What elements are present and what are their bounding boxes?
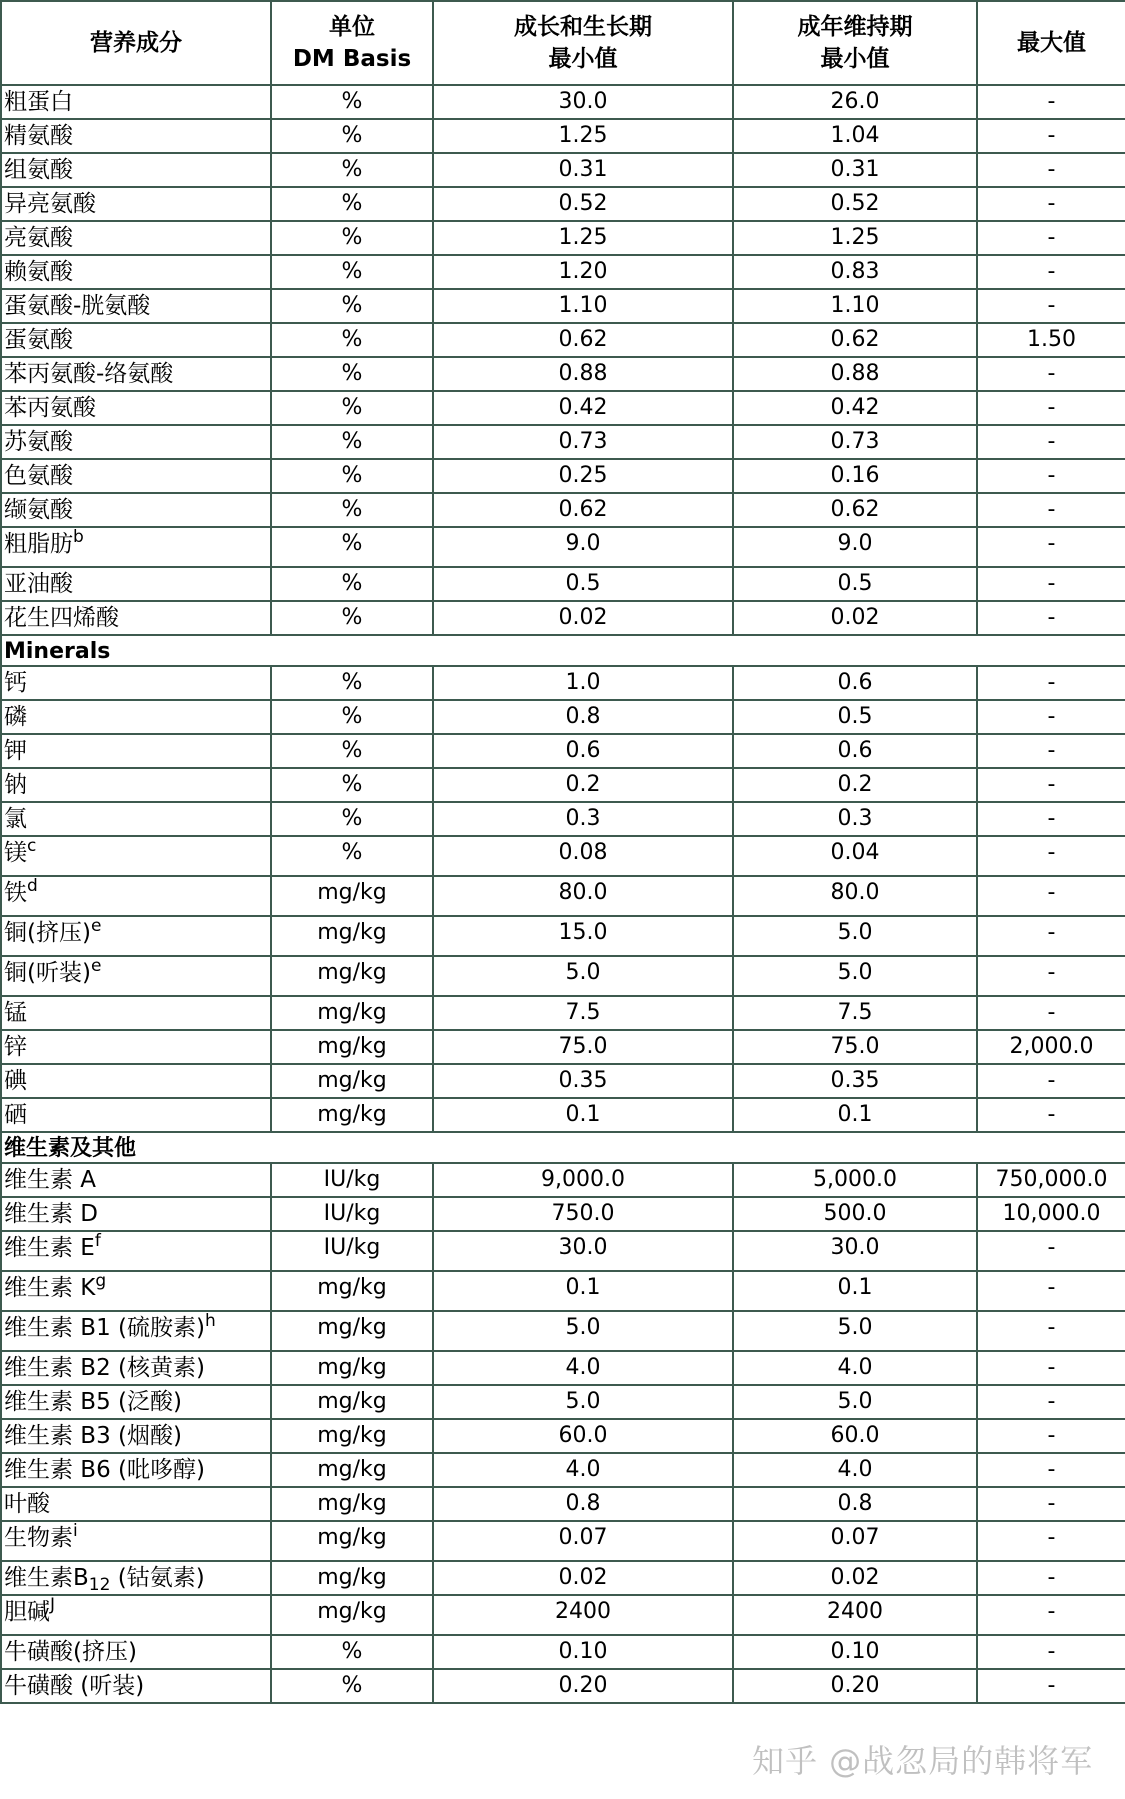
table-row [1,1385,1125,1419]
growth-min-cell: 0.5 [433,567,733,601]
unit-cell: mg/kg [271,1561,433,1595]
max-cell: - [977,1419,1125,1453]
growth-min-cell: 4.0 [433,1453,733,1487]
table-row [1,876,1125,916]
header-unit: 单位 DM Basis [271,1,433,85]
watermark: 知乎 @战忽局的韩将军 [752,1742,1094,1780]
adult-min-cell: 0.52 [733,187,977,221]
growth-min-cell: 5.0 [433,1385,733,1419]
max-cell: - [977,1064,1125,1098]
growth-min-cell: 1.25 [433,119,733,153]
nutrient-name: 钾 [1,734,271,768]
adult-min-cell: 0.8 [733,1487,977,1521]
max-cell: - [977,357,1125,391]
growth-min-cell: 15.0 [433,916,733,956]
nutrient-name: 苯丙氨酸 [1,391,271,425]
nutrient-name: 牛磺酸(挤压) [1,1635,271,1669]
section-row [1,635,1125,666]
nutrient-name: 维生素 B2 (核黄素) [1,1351,271,1385]
max-cell: - [977,567,1125,601]
nutrient-name: 维生素 B5 (泛酸) [1,1385,271,1419]
adult-min-cell: 0.62 [733,493,977,527]
growth-min-cell: 0.31 [433,153,733,187]
adult-min-cell: 4.0 [733,1351,977,1385]
growth-min-cell: 80.0 [433,876,733,916]
growth-min-cell: 0.35 [433,1064,733,1098]
adult-min-cell: 0.2 [733,768,977,802]
unit-cell: mg/kg [271,1064,433,1098]
unit-cell: % [271,1669,433,1703]
unit-cell: % [271,425,433,459]
table-row [1,119,1125,153]
adult-min-cell: 0.10 [733,1635,977,1669]
unit-cell: % [271,289,433,323]
nutrient-name: 缬氨酸 [1,493,271,527]
growth-min-cell: 7.5 [433,996,733,1030]
unit-cell: % [271,391,433,425]
adult-min-cell: 0.02 [733,1561,977,1595]
table-row [1,425,1125,459]
adult-min-cell: 5.0 [733,916,977,956]
unit-cell: % [271,153,433,187]
table-row [1,996,1125,1030]
nutrient-name: 维生素 A [1,1163,271,1197]
growth-min-cell: 0.07 [433,1521,733,1561]
growth-min-cell: 30.0 [433,85,733,119]
section-row [1,1132,1125,1163]
growth-min-cell: 0.02 [433,1561,733,1595]
nutrient-name: 蛋氨酸-胱氨酸 [1,289,271,323]
max-cell: 10,000.0 [977,1197,1125,1231]
unit-cell: IU/kg [271,1197,433,1231]
max-cell: - [977,1595,1125,1635]
max-cell: - [977,734,1125,768]
nutrient-name: 生物素$^i$ [1,1521,271,1561]
growth-min-cell: 5.0 [433,956,733,996]
table-row [1,1098,1125,1132]
unit-cell: mg/kg [271,876,433,916]
nutrient-name: 叶酸 [1,1487,271,1521]
max-cell: - [977,1385,1125,1419]
table-row [1,85,1125,119]
growth-min-cell: 0.3 [433,802,733,836]
max-cell: 2,000.0 [977,1030,1125,1064]
adult-min-cell: 0.35 [733,1064,977,1098]
nutrient-name: 维生素 D [1,1197,271,1231]
max-cell: - [977,700,1125,734]
nutrient-name: 锰 [1,996,271,1030]
adult-min-cell: 0.62 [733,323,977,357]
footnote-marker: J [50,1595,56,1615]
adult-min-cell: 0.42 [733,391,977,425]
adult-min-cell: 500.0 [733,1197,977,1231]
unit-cell: % [271,255,433,289]
table-row [1,1064,1125,1098]
nutrient-name: 铜(挤压)$^e$ [1,916,271,956]
table-row [1,1453,1125,1487]
unit-cell: % [271,221,433,255]
nutrient-name: 粗蛋白 [1,85,271,119]
unit-cell: % [271,666,433,700]
adult-min-cell: 0.1 [733,1271,977,1311]
table-row [1,1487,1125,1521]
max-cell: - [977,1635,1125,1669]
growth-min-cell: 0.20 [433,1669,733,1703]
table-row [1,768,1125,802]
adult-min-cell: 5.0 [733,956,977,996]
adult-min-cell: 0.16 [733,459,977,493]
adult-min-cell: 1.10 [733,289,977,323]
unit-cell: % [271,601,433,635]
adult-min-cell: 4.0 [733,1453,977,1487]
footnote-marker: g [95,1271,107,1291]
growth-min-cell: 0.1 [433,1098,733,1132]
unit-cell: mg/kg [271,956,433,996]
nutrient-name: 亚油酸 [1,567,271,601]
adult-min-cell: 0.6 [733,666,977,700]
growth-min-cell: 0.25 [433,459,733,493]
unit-cell: mg/kg [271,1487,433,1521]
unit-cell: mg/kg [271,1521,433,1561]
nutrient-name: 维生素 B1 (硫胺素)$^h$ [1,1311,271,1351]
nutrient-name: 氯 [1,802,271,836]
max-cell: - [977,255,1125,289]
adult-min-cell: 75.0 [733,1030,977,1064]
growth-min-cell: 0.02 [433,601,733,635]
growth-min-cell: 0.62 [433,493,733,527]
nutrient-name: 异亮氨酸 [1,187,271,221]
adult-min-cell: 0.73 [733,425,977,459]
max-cell: - [977,119,1125,153]
header-nutrient: 营养成分 [1,1,271,85]
table-row [1,700,1125,734]
nutrient-name: 色氨酸 [1,459,271,493]
growth-min-cell: 9.0 [433,527,733,567]
table-row [1,567,1125,601]
growth-min-cell: 1.10 [433,289,733,323]
adult-min-cell: 26.0 [733,85,977,119]
subscript: 12 [88,1575,111,1595]
nutrient-name: 维生素 B3 (烟酸) [1,1419,271,1453]
max-cell: - [977,1453,1125,1487]
unit-cell: % [271,802,433,836]
adult-min-cell: 9.0 [733,527,977,567]
unit-cell: mg/kg [271,1271,433,1311]
table-row [1,1231,1125,1271]
table-row [1,734,1125,768]
unit-cell: mg/kg [271,1098,433,1132]
table-row [1,1163,1125,1197]
nutrient-name: 镁$^c$ [1,836,271,876]
max-cell: - [977,1351,1125,1385]
nutrient-name: 胆碱$^J$ [1,1595,271,1635]
adult-min-cell: 0.3 [733,802,977,836]
growth-min-cell: 0.88 [433,357,733,391]
nutrient-name: 碘 [1,1064,271,1098]
unit-cell: % [271,567,433,601]
nutrient-name: 铜(听装)$^e$ [1,956,271,996]
max-cell: - [977,1669,1125,1703]
growth-min-cell: 0.10 [433,1635,733,1669]
unit-cell: mg/kg [271,916,433,956]
unit-cell: % [271,357,433,391]
nutrient-name: 亮氨酸 [1,221,271,255]
max-cell: 1.50 [977,323,1125,357]
nutrient-name: 花生四烯酸 [1,601,271,635]
adult-min-cell: 0.6 [733,734,977,768]
unit-cell: mg/kg [271,1351,433,1385]
adult-min-cell: 0.31 [733,153,977,187]
table-row [1,601,1125,635]
nutrient-name: 牛磺酸 (听装) [1,1669,271,1703]
growth-min-cell: 75.0 [433,1030,733,1064]
nutrient-name: 精氨酸 [1,119,271,153]
nutrient-name: 苏氨酸 [1,425,271,459]
unit-cell: mg/kg [271,1030,433,1064]
max-cell: - [977,391,1125,425]
nutrient-name: 硒 [1,1098,271,1132]
max-cell: - [977,601,1125,635]
header-adult-min: 成年维持期 最小值 [733,1,977,85]
nutrient-name: 维生素$B_{12}$ (钴氨素) [1,1561,271,1595]
unit-cell: mg/kg [271,1419,433,1453]
table-row [1,255,1125,289]
footnote-marker: i [73,1521,78,1541]
unit-cell: % [271,85,433,119]
growth-min-cell: 9,000.0 [433,1163,733,1197]
growth-min-cell: 2400 [433,1595,733,1635]
unit-cell: % [271,700,433,734]
max-cell: - [977,459,1125,493]
unit-cell: % [271,734,433,768]
unit-cell: % [271,323,433,357]
unit-cell: % [271,119,433,153]
max-cell: - [977,1231,1125,1271]
growth-min-cell: 1.25 [433,221,733,255]
table-row [1,1635,1125,1669]
table-row [1,1030,1125,1064]
table-row [1,1521,1125,1561]
growth-min-cell: 4.0 [433,1351,733,1385]
header-max: 最大值 [977,1,1125,85]
footnote-marker: f [94,1231,101,1251]
adult-min-cell: 80.0 [733,876,977,916]
unit-cell: mg/kg [271,1385,433,1419]
header-growth-min: 成长和生长期 最小值 [433,1,733,85]
adult-min-cell: 0.88 [733,357,977,391]
max-cell: - [977,1271,1125,1311]
adult-min-cell: 1.25 [733,221,977,255]
max-cell: - [977,1521,1125,1561]
section-title: Minerals [1,635,1125,666]
adult-min-cell: 0.5 [733,567,977,601]
table-row [1,289,1125,323]
max-cell: - [977,85,1125,119]
adult-min-cell: 0.07 [733,1521,977,1561]
nutrient-name: 铁$^d$ [1,876,271,916]
table-row [1,666,1125,700]
growth-min-cell: 0.08 [433,836,733,876]
adult-min-cell: 5.0 [733,1385,977,1419]
max-cell: - [977,425,1125,459]
adult-min-cell: 30.0 [733,1231,977,1271]
max-cell: 750,000.0 [977,1163,1125,1197]
growth-min-cell: 60.0 [433,1419,733,1453]
nutrient-name: 赖氨酸 [1,255,271,289]
unit-cell: mg/kg [271,1595,433,1635]
table-row [1,221,1125,255]
nutrient-name: 维生素 B6 (吡哆醇) [1,1453,271,1487]
max-cell: - [977,876,1125,916]
max-cell: - [977,527,1125,567]
max-cell: - [977,916,1125,956]
max-cell: - [977,996,1125,1030]
adult-min-cell: 0.5 [733,700,977,734]
table-row [1,1419,1125,1453]
header-row [1,1,1125,85]
growth-min-cell: 0.42 [433,391,733,425]
table-row [1,836,1125,876]
table-row [1,1561,1125,1595]
max-cell: - [977,153,1125,187]
adult-min-cell: 5,000.0 [733,1163,977,1197]
growth-min-cell: 5.0 [433,1311,733,1351]
max-cell: - [977,1098,1125,1132]
table-row [1,1271,1125,1311]
growth-min-cell: 0.52 [433,187,733,221]
adult-min-cell: 2400 [733,1595,977,1635]
table-row [1,1351,1125,1385]
max-cell: - [977,1311,1125,1351]
adult-min-cell: 60.0 [733,1419,977,1453]
footnote-marker: h [204,1311,216,1331]
growth-min-cell: 0.6 [433,734,733,768]
adult-min-cell: 0.02 [733,601,977,635]
max-cell: - [977,956,1125,996]
unit-cell: % [271,1635,433,1669]
nutrient-name: 维生素 $E^f$ [1,1231,271,1271]
table-row [1,1311,1125,1351]
table-row [1,153,1125,187]
table-row [1,802,1125,836]
growth-min-cell: 0.2 [433,768,733,802]
table-row [1,527,1125,567]
section-title: 维生素及其他 [1,1132,1125,1163]
footnote-marker: d [27,876,38,896]
table-row [1,357,1125,391]
nutrient-name: 组氨酸 [1,153,271,187]
unit-cell: mg/kg [271,1311,433,1351]
unit-cell: mg/kg [271,1453,433,1487]
table-row [1,1595,1125,1635]
table-row [1,956,1125,996]
unit-cell: % [271,493,433,527]
nutrient-name: 苯丙氨酸-络氨酸 [1,357,271,391]
unit-cell: mg/kg [271,996,433,1030]
max-cell: - [977,289,1125,323]
max-cell: - [977,666,1125,700]
max-cell: - [977,1561,1125,1595]
nutrient-name: 维生素 $K^g$ [1,1271,271,1311]
nutrient-name: 磷 [1,700,271,734]
table-row [1,187,1125,221]
footnote-marker: b [73,527,84,547]
nutrient-name: 钙 [1,666,271,700]
unit-cell: IU/kg [271,1231,433,1271]
adult-min-cell: 0.04 [733,836,977,876]
growth-min-cell: 0.62 [433,323,733,357]
adult-min-cell: 0.83 [733,255,977,289]
max-cell: - [977,836,1125,876]
nutrient-name: 钠 [1,768,271,802]
max-cell: - [977,1487,1125,1521]
growth-min-cell: 1.0 [433,666,733,700]
growth-min-cell: 1.20 [433,255,733,289]
max-cell: - [977,187,1125,221]
growth-min-cell: 0.73 [433,425,733,459]
table-row [1,493,1125,527]
nutrient-name: 粗脂肪$^b$ [1,527,271,567]
unit-cell: % [271,187,433,221]
adult-min-cell: 5.0 [733,1311,977,1351]
adult-min-cell: 1.04 [733,119,977,153]
unit-cell: IU/kg [271,1163,433,1197]
table-row [1,1197,1125,1231]
footnote-marker: c [27,836,37,856]
growth-min-cell: 30.0 [433,1231,733,1271]
unit-cell: % [271,527,433,567]
table-row [1,916,1125,956]
table-row [1,323,1125,357]
adult-min-cell: 0.1 [733,1098,977,1132]
footnote-marker: e [90,916,102,936]
adult-min-cell: 7.5 [733,996,977,1030]
footnote-marker: e [90,956,102,976]
adult-min-cell: 0.20 [733,1669,977,1703]
nutrient-name: 锌 [1,1030,271,1064]
max-cell: - [977,221,1125,255]
table-row [1,391,1125,425]
nutrient-name: 蛋氨酸 [1,323,271,357]
unit-cell: % [271,459,433,493]
table-body [1,85,1125,1703]
table-row [1,459,1125,493]
max-cell: - [977,768,1125,802]
unit-cell: % [271,768,433,802]
table-row [1,1669,1125,1703]
max-cell: - [977,802,1125,836]
growth-min-cell: 0.8 [433,1487,733,1521]
growth-min-cell: 0.8 [433,700,733,734]
unit-cell: % [271,836,433,876]
growth-min-cell: 0.1 [433,1271,733,1311]
growth-min-cell: 750.0 [433,1197,733,1231]
max-cell: - [977,493,1125,527]
